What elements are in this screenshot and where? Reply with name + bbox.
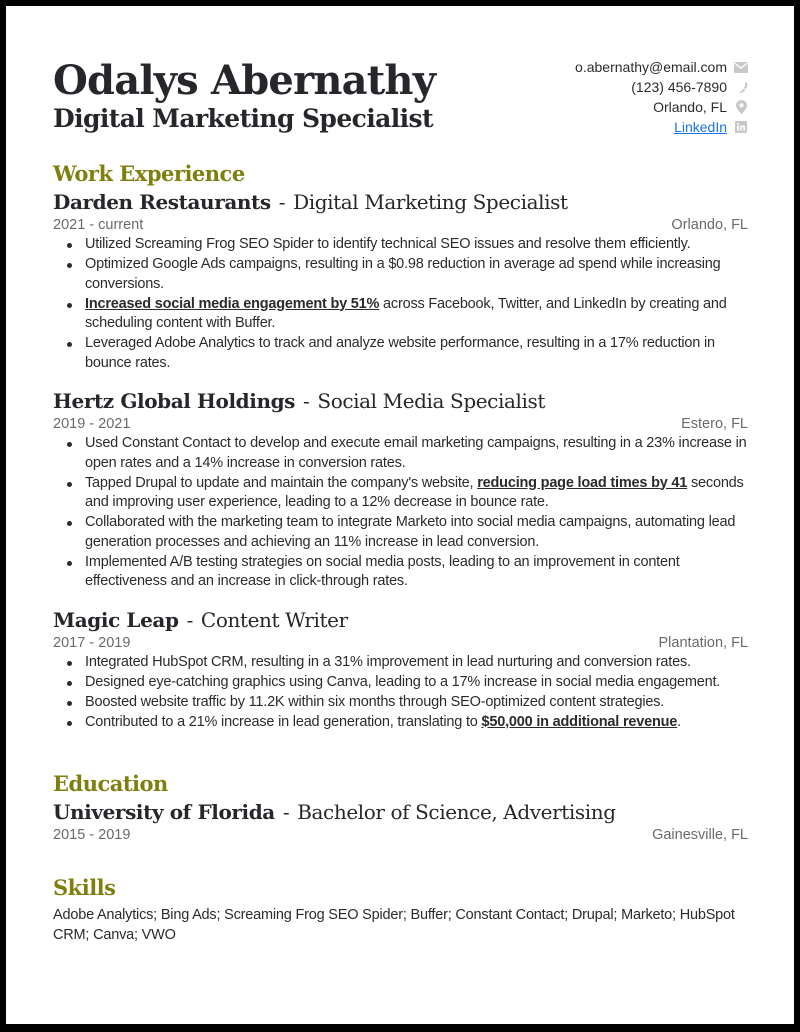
skills-list: Adobe Analytics; Bing Ads; Screaming Frog SEO Spider; Buffer; Constant Contact; Drupal; Marketo; HubSpot CRM; Canva; VWO bbox=[53, 907, 735, 943]
separator: - bbox=[303, 389, 310, 413]
highlight-text: Increased social media engagement by 51% bbox=[85, 295, 380, 312]
contact-linkedin bbox=[575, 117, 748, 137]
map-pin-icon bbox=[734, 100, 748, 114]
job-dates: 2019 - 2021 bbox=[53, 416, 131, 432]
job-location: Plantation, FL bbox=[658, 634, 748, 651]
phone-icon bbox=[734, 80, 748, 94]
job-header bbox=[53, 388, 748, 414]
envelope-icon bbox=[734, 60, 748, 74]
highlight-text: reducing page load times by 41 bbox=[477, 474, 688, 491]
job-meta bbox=[53, 414, 748, 434]
education-header bbox=[53, 799, 748, 825]
school-name: University of Florida bbox=[53, 800, 275, 824]
contact-phone bbox=[575, 77, 748, 97]
job-dates: 2017 - 2019 bbox=[53, 634, 131, 651]
highlight-text: $50,000 in additional revenue bbox=[481, 713, 678, 730]
bullet-item: Implemented A/B testing strategies on social media posts, leading to an improvement in content effectiveness and an increase in click-through rates. bbox=[85, 553, 748, 592]
bullet-item: Boosted website traffic by 11.2K within six months through SEO-optimized content strategies. bbox=[85, 693, 748, 713]
candidate-name: Odalys Abernathy bbox=[53, 57, 436, 104]
education-section bbox=[53, 771, 748, 845]
job-role: Social Media Specialist bbox=[317, 389, 545, 413]
skills-section bbox=[53, 875, 748, 945]
section-title-education: Education bbox=[53, 771, 168, 796]
job-bullets bbox=[53, 235, 748, 373]
bullet-item: Contributed to a 21% increase in lead generation, translating to $50,000 in additional revenue. bbox=[85, 713, 748, 733]
contact-location bbox=[575, 97, 748, 117]
company-name: Darden Restaurants bbox=[53, 190, 271, 214]
linkedin-icon bbox=[734, 120, 748, 134]
separator: - bbox=[278, 190, 286, 214]
job-entry bbox=[53, 607, 748, 733]
job-role: Digital Marketing Specialist bbox=[293, 190, 568, 214]
job-role: Content Writer bbox=[200, 607, 348, 632]
resume-page bbox=[6, 6, 794, 1024]
job-bullets bbox=[53, 434, 748, 592]
education-meta bbox=[53, 825, 748, 845]
bullet-item: Increased social media engagement by 51% across Facebook, Twitter, and LinkedIn by creating and scheduling content with Buffer. bbox=[85, 295, 748, 334]
work-experience-section bbox=[53, 161, 748, 733]
job-meta bbox=[53, 633, 748, 653]
contact-block bbox=[575, 57, 748, 137]
email-text: o.abernathy@email.com bbox=[575, 59, 727, 75]
job-header bbox=[53, 607, 748, 633]
bullet-item: Used Constant Contact to develop and execute email marketing campaigns, resulting in a 23% increase in open rates and a 14% increase in conversion rates. bbox=[85, 434, 748, 473]
contact-email bbox=[575, 57, 748, 77]
job-bullets bbox=[53, 653, 748, 733]
job-header bbox=[53, 189, 748, 215]
candidate-title: Digital Marketing Specialist bbox=[53, 104, 433, 133]
bullet-item: Designed eye-catching graphics using Canva, leading to a 17% increase in social media engagement. bbox=[85, 673, 748, 693]
separator: - bbox=[282, 800, 290, 824]
job-location: Estero, FL bbox=[681, 416, 748, 432]
job-entry bbox=[53, 388, 748, 592]
company-name: Magic Leap bbox=[53, 607, 179, 632]
linkedin-link[interactable]: LinkedIn bbox=[674, 119, 727, 135]
job-meta bbox=[53, 215, 748, 235]
bullet-item: Integrated HubSpot CRM, resulting in a 31% improvement in lead nurturing and conversion rates. bbox=[85, 653, 748, 673]
job-location: Orlando, FL bbox=[671, 217, 748, 233]
section-title-skills: Skills bbox=[53, 875, 116, 900]
bullet-item: Tapped Drupal to update and maintain the company's website, reducing page load times by 41 seconds and improving user experience, leading to a 12% decrease in bounce rate. bbox=[85, 474, 748, 513]
job-entry bbox=[53, 189, 748, 373]
bullet-item: Utilized Screaming Frog SEO Spider to identify technical SEO issues and resolve them efficiently. bbox=[85, 235, 748, 255]
education-dates: 2015 - 2019 bbox=[53, 827, 131, 843]
section-title-work: Work Experience bbox=[53, 161, 245, 186]
bullet-item: Leveraged Adobe Analytics to track and analyze website performance, resulting in a 17% reduction in bounce rates. bbox=[85, 334, 748, 373]
location-text: Orlando, FL bbox=[653, 99, 727, 115]
bullet-item: Optimized Google Ads campaigns, resulting in a $0.98 reduction in average ad spend while increasing conversions. bbox=[85, 255, 748, 294]
job-dates: 2021 - current bbox=[53, 217, 144, 233]
company-name: Hertz Global Holdings bbox=[53, 389, 296, 413]
bullet-item: Collaborated with the marketing team to integrate Marketo into social media campaigns, automating lead generation processes and achieving an 11% increase in lead conversion. bbox=[85, 513, 748, 552]
degree: Bachelor of Science, Advertising bbox=[297, 800, 616, 824]
phone-text: (123) 456-7890 bbox=[631, 79, 727, 95]
education-location: Gainesville, FL bbox=[652, 827, 748, 843]
separator: - bbox=[186, 607, 193, 632]
education-entry bbox=[53, 799, 748, 845]
